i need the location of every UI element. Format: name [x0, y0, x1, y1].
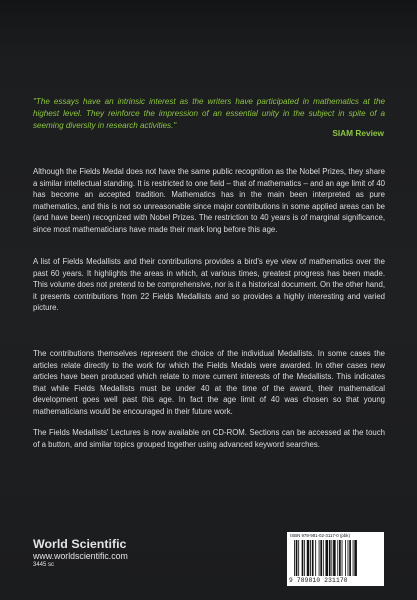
publisher-name: World Scientific	[33, 537, 127, 551]
barcode-bar	[310, 540, 311, 576]
barcode-bar	[319, 540, 320, 576]
body-paragraph: The contributions themselves represent the choice of the individual Medallists. In some cases the articles relate directly to the work for which the Fields Medals were awarded. In other cases new articles have been produced which relate to more current interests of the Medallists. This indicates that while Fields Medallists must be under 40 at the time of the award, their mathematical development goes well past this age. In fact the age limit of 40 was chosen so that young mathematicians would be encouraged in their future work.	[33, 349, 385, 416]
publisher-block	[33, 538, 128, 570]
barcode-bar	[342, 540, 343, 576]
barcode-bar	[349, 540, 351, 576]
barcode-bar	[304, 540, 305, 576]
barcode-bar	[353, 540, 354, 576]
barcode-bar	[333, 540, 336, 576]
review-quote: "The essays have an intrinsic interest as the writers have participated in mathematics at the highest level. They reinforce the impression of an essential unity in the subject in spite of a seeming diversity in research activities."	[33, 97, 385, 130]
barcode-bar	[345, 540, 346, 576]
isbn-text: ISBN 978-981-02-3117-0 (pbk)	[290, 533, 350, 538]
body-paragraph: The Fields Medallists' Lectures is now available on CD-ROM. Sections can be accessed at the touch of a button, and similar topics grouped together using advanced keyword searches.	[33, 428, 385, 449]
barcode-bar	[331, 540, 332, 576]
barcode-bar	[298, 540, 299, 576]
barcode-image	[294, 540, 378, 576]
publisher-url: www.worldscientific.com	[33, 551, 128, 561]
barcode-digits: 9 789810 231170	[289, 577, 348, 584]
barcode-bar	[296, 540, 298, 576]
barcode-bar	[312, 540, 314, 576]
barcode-bar	[307, 540, 310, 576]
barcode-bar	[325, 540, 328, 576]
barcode-bar	[294, 540, 295, 576]
product-code: 3445 sc	[33, 562, 55, 568]
body-paragraph: A list of Fields Medallists and their contributions provides a bird's eye view of mathematics over the past 60 years. It highlights the areas in which, at various times, greatest progress has been made. This volume does not pretend to be comprehensive, nor is it a historical document. On the other hand, it presents contributions from 22 Fields Medallists and so provides a highly interesting and varied picture.	[33, 257, 385, 313]
barcode-bar	[354, 540, 357, 576]
barcode-bar	[323, 540, 324, 576]
body-paragraph: Although the Fields Medal does not have the same public recognition as the Nobel Prizes, they share a similar intellectual standing. It is restricted to one field – that of mathematics – and an age limit of 40 has become an accepted tradition. Mathematics has in the main been interpreted as pure mathematics, and this is not so unreasonable since major contributions in some applied areas can be (and have been) recognized with Nobel Prizes. The restriction to 40 years is of marginal significance, since most mathematicians have made their mark long before this age.	[33, 167, 385, 234]
barcode-bar	[339, 540, 341, 576]
barcode-bar	[337, 540, 338, 576]
quote-source: SIAM Review	[332, 128, 384, 138]
barcode-bar	[329, 540, 331, 576]
barcode-label	[287, 532, 384, 586]
barcode-bar	[315, 540, 316, 576]
barcode-bar	[302, 540, 304, 576]
barcode-bar	[320, 540, 322, 576]
barcode-bar	[348, 540, 349, 576]
